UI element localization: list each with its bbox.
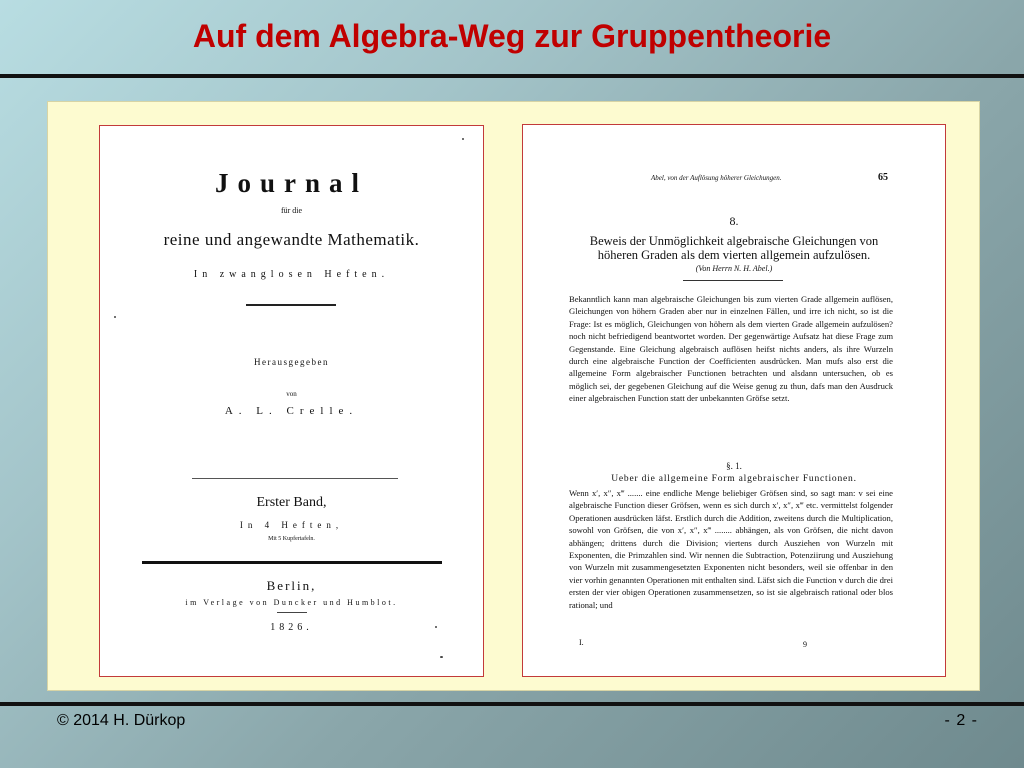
slide-number: - 2 - [944, 712, 978, 729]
section-title: Ueber die allgemeine Form algebraischer Functionen. [611, 474, 857, 484]
journal-editor: A. L. Crelle. [224, 405, 359, 417]
document-panel [47, 101, 980, 691]
title-divider [0, 74, 1024, 78]
article-author: (Von Herrn N. H. Abel.) [695, 264, 773, 273]
journal-city: Berlin, [266, 578, 317, 593]
thick-rule [142, 561, 442, 564]
article-title-line1: Beweis der Unmöglichkeit algebraische Gleichungen von [589, 234, 879, 248]
scan-speck [114, 316, 116, 318]
journal-fuer-die: für die [280, 206, 303, 215]
scan-speck [435, 626, 437, 628]
author-rule [683, 280, 783, 281]
journal-herausgegeben: Herausgegeben [254, 357, 329, 367]
journal-publisher: im Verlage von Duncker und Humblot. [185, 598, 398, 607]
journal-von: von [286, 390, 297, 398]
article-paragraph-2: Wenn x′, x″, x‴ ....... eine endliche Menge beliebiger Gröfsen sind, so sagt man: v sei eine algebraische Function dieser Gröfsen, wenn es sich durch x′, x″, x‴ etc. vermittelst folgender Operationen ausdrücken läfst. Erstlich durch die Addition, zweitens durch die Multiplication, sowohl von Gröfsen, die von x′, x″, x‴ ........ abhängen, als von Gröfsen, die nicht davon abhängen; drittens durch die Division; viertens durch Ausziehen von Wurzeln mit Exponenten, die Primzahlen sind. Wir nennen die Subtraction, Potenziirung und Ausziehung von Wurzeln mit zusammengesetzten Exponenten nicht besonders, weil sie offenbar in den vier vorhin genannten Operationen mit enthalten sind. Läfst sich die Function v durch die drei ersten der vier obigen Operationen zusammensetzen, so ist sie algebraisch rational oder blos rational; und [569, 488, 893, 610]
journal-subtitle: reine und angewandte Mathematik. [163, 230, 420, 249]
journal-kupfertafeln: Mit 5 Kupfertafeln. [268, 536, 315, 542]
footer-divider [0, 702, 1024, 706]
signature-mark: I. [579, 638, 584, 647]
scan-speck [440, 656, 443, 658]
running-head: Abel, von der Auflösung höherer Gleichungen. [651, 174, 782, 182]
ornamental-rule [246, 304, 336, 306]
abel-article-page [522, 124, 946, 677]
journal-heften: In zwanglosen Heften. [193, 269, 390, 280]
journal-band: Erster Band, [256, 495, 327, 510]
page-number: 65 [878, 172, 888, 183]
journal-title-page [99, 125, 484, 677]
article-paragraph-1: Bekanntlich kann man algebraische Gleichungen bis zum vierten Grade allgemein auflösen, Gleichungen von höhern Graden aber nur in einzelnen Fällen, und irre ich nicht, so ist die Frage: Ist es möglich, Gleichungen von höhern als dem vierten Grade allgemein aufzulösen? noch nicht befriedigend beantwortet worden. Der gegenwärtige Aufsatz hat diese Frage zum Gegenstande. Eine Gleichung algebraisch auflösen heifst nichts anders, als ihre Wurzeln durch eine algebraische Function der Coefficienten ausdrücken. Man mufs also erst die allgemeine Form algebraischer Functionen betrachten und alsdann untersuchen, ob es möglich sei, der gegebenen Gleichung auf die Weise genug zu thun, dafs man den Ausdruck einer algebraischen Function statt der unbekannten Gröfse setzt. [569, 294, 893, 404]
divider-rule [192, 478, 398, 479]
article-number: 8. [729, 214, 739, 228]
short-rule [277, 612, 307, 613]
slide-title: Auf dem Algebra-Weg zur Gruppentheorie [192, 18, 832, 54]
journal-year: 1826. [270, 622, 313, 633]
copyright-footer: © 2014 H. Dürkop [57, 712, 186, 729]
scan-speck [462, 138, 464, 140]
article-title-line2: höheren Graden als dem vierten allgemein aufzulösen. [597, 248, 871, 262]
journal-in-heften: In 4 Heften, [239, 520, 344, 530]
section-number: §. 1. [726, 461, 742, 471]
signature-number: 9 [803, 640, 807, 649]
journal-title: Journal [214, 168, 369, 198]
